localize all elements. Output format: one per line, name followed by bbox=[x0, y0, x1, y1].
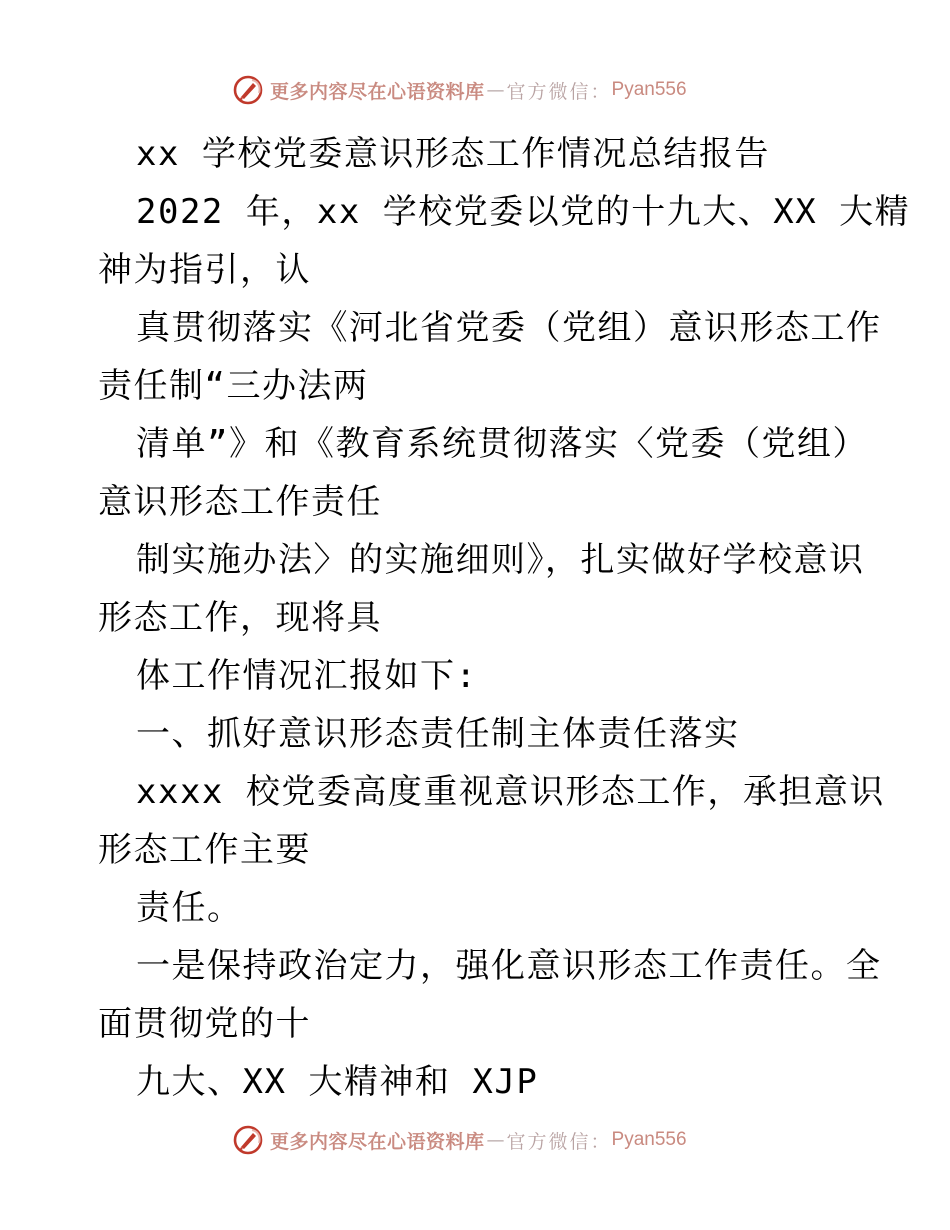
text-line: 一、抓好意识形态责任制主体责任落实 bbox=[136, 714, 740, 754]
text-line: 神为指引，认 bbox=[98, 250, 311, 290]
watermark-id: Pyan556 bbox=[611, 1129, 687, 1150]
document-body bbox=[98, 125, 911, 1111]
text-line: 制实施办法〉的实施细则》，扎实做好学校意识 bbox=[136, 540, 865, 580]
watermark-dash: — bbox=[486, 79, 505, 101]
text-line: 责任制“三办法两 bbox=[98, 366, 369, 406]
text-line: 面贯彻党的十 bbox=[98, 1004, 311, 1044]
watermark-brand: 更多内容尽在心语资料库 bbox=[270, 1130, 485, 1153]
watermark-footer bbox=[232, 1122, 687, 1158]
text-line: 体工作情况汇报如下: bbox=[136, 656, 478, 696]
watermark-header bbox=[232, 72, 687, 108]
text-line: xxxx 校党委高度重视意识形态工作，承担意识 bbox=[136, 772, 885, 812]
watermark-brand: 更多内容尽在心语资料库 bbox=[270, 80, 485, 103]
text-line: 形态工作主要 bbox=[98, 830, 311, 870]
text-line: 2022 年，xx 学校党委以党的十九大、XX 大精 bbox=[136, 192, 911, 232]
pen-logo-icon bbox=[232, 1124, 264, 1156]
pen-logo-icon bbox=[232, 74, 264, 106]
text-line: 形态工作，现将具 bbox=[98, 598, 382, 638]
text-line: 清单”》和《教育系统贯彻落实〈党委（党组） bbox=[136, 424, 868, 464]
text-line: 责任。 bbox=[136, 888, 243, 928]
text-line: 意识形态工作责任 bbox=[98, 482, 382, 522]
text-line: 一是保持政治定力，强化意识形态工作责任。全 bbox=[136, 946, 882, 986]
watermark-official: 官方微信： bbox=[506, 80, 612, 103]
watermark-id: Pyan556 bbox=[611, 79, 687, 100]
watermark-dash: — bbox=[486, 1129, 505, 1151]
text-line: xx 学校党委意识形态工作情况总结报告 bbox=[136, 134, 770, 174]
watermark-official: 官方微信： bbox=[506, 1130, 612, 1153]
text-line: 真贯彻落实《河北省党委（党组）意识形态工作 bbox=[136, 308, 882, 348]
text-line: 九大、XX 大精神和 XJP bbox=[136, 1062, 539, 1102]
